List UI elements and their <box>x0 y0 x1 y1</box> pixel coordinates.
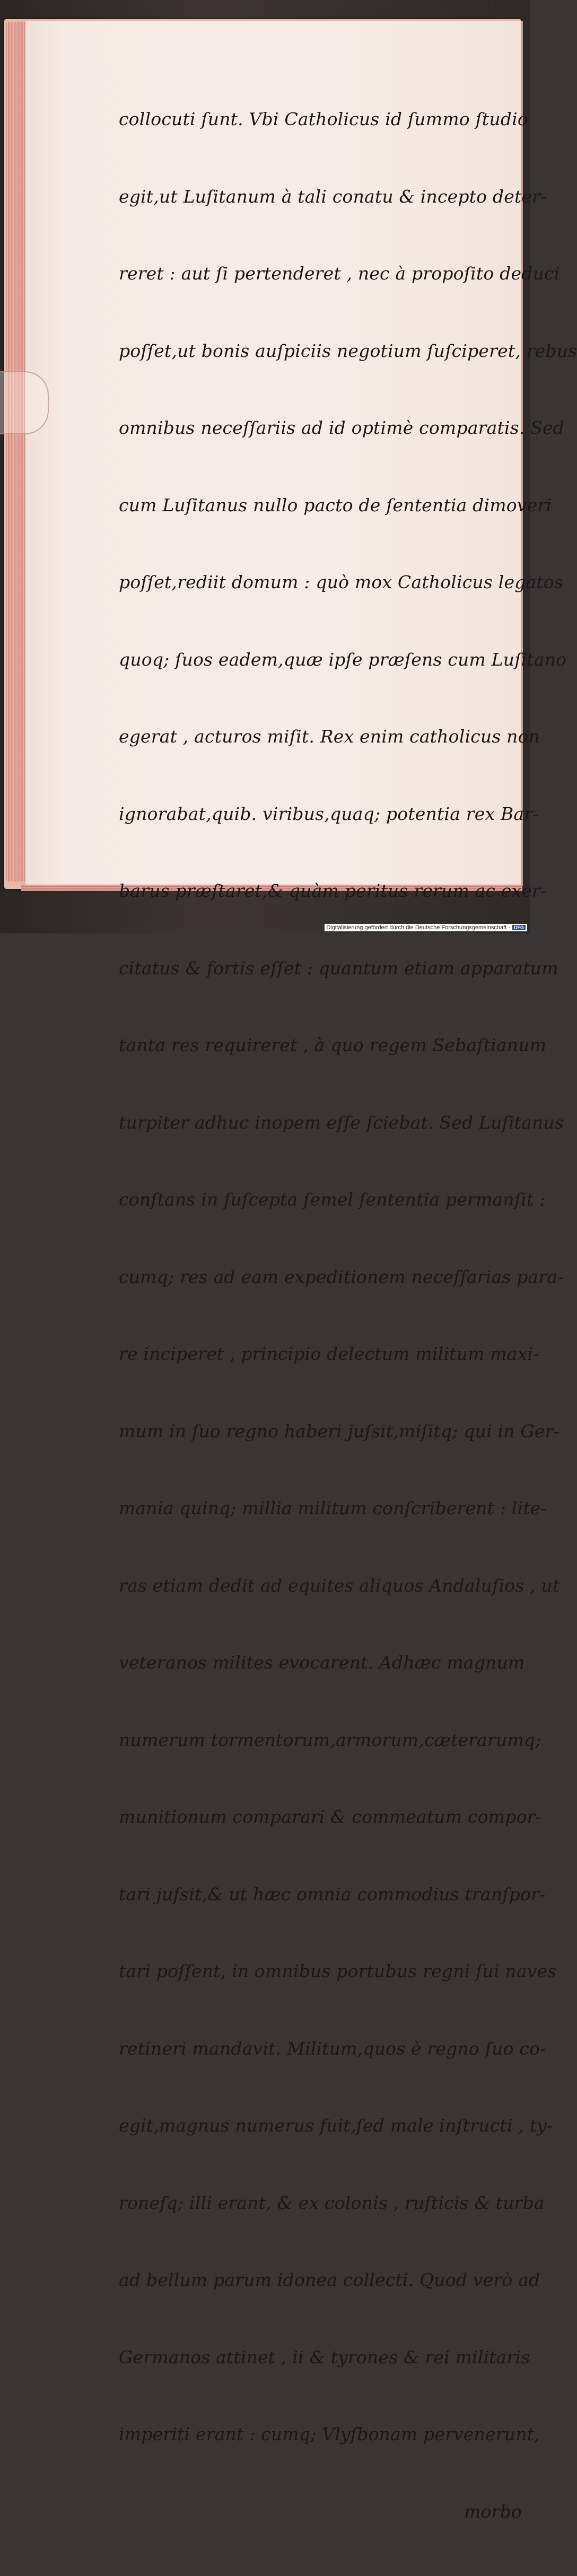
text-line: quoq; ſuos eadem,quæ ipſe præſens cum Luſitano <box>119 649 567 670</box>
text-line: ad bellum parum idonea collecti. Quod verò ad <box>119 2269 540 2290</box>
text-line: egit,ut Luſitanum à tali conatu & incepto deter- <box>119 186 547 207</box>
text-line: veteranos milites evocarent. Adhæc magnum <box>119 1652 525 1673</box>
text-line: omnibus neceſſariis ad id optimè comparatis. Sed <box>119 417 565 438</box>
text-line: citatus & fortis eſſet : quantum etiam apparatum <box>119 957 558 979</box>
text-line: numerum tormentorum,armorum,cæterarumq; <box>119 1729 541 1750</box>
text-line: retineri mandavit. Militum,quos è regno ſuo co- <box>119 2038 546 2059</box>
text-line: re inciperet , principio delectum militum maxi- <box>119 1343 539 1364</box>
text-line: barus præſtaret,& quàm peritus rerum ac exer- <box>119 880 547 901</box>
text-line: egit,magnus numerus fuit,ſed male inſtructi , ty- <box>119 2115 553 2136</box>
credit-text: Digitalisierung gefördert durch die Deutsche Forschungsgemeinschaft - <box>326 924 510 931</box>
text-line: poſſet,ut bonis auſpiciis negotium ſuſciperet, rebus <box>119 340 577 361</box>
text-line: Germanos attinet , ii & tyrones & rei militaris <box>119 2346 530 2368</box>
text-line: roneſq; illi erant, & ex colonis , ruſticis & turba <box>119 2192 545 2213</box>
text-line: tari juſsit,& ut hæc omnia commodius tranſpor- <box>119 1883 546 1905</box>
bookmark-clip <box>0 371 49 434</box>
text-line: ignorabat,quib. viribus,quaq; potentia rex Bar- <box>119 803 539 824</box>
text-line: reret : aut ſi pertenderet , nec à propoſito deduci <box>119 263 560 284</box>
catchword: morbo <box>464 2501 522 2522</box>
dfg-logo: DFG <box>512 925 526 930</box>
body-text <box>119 55 577 2576</box>
text-line: mum in ſuo regno haberi juſsit,miſitq; qui in Ger- <box>119 1420 559 1442</box>
text-line: egerat , acturos miſit. Rex enim catholicus non <box>119 726 540 747</box>
text-line: munitionum comparari & commeatum compor- <box>119 1806 541 1827</box>
text-line: ras etiam dedit ad equites aliquos Andaluſios , ut <box>119 1575 560 1596</box>
text-line: mania quinq; millia militum conſcriberent : lite- <box>119 1498 547 1518</box>
text-line: tanta res requireret , à quo regem Sebaſtianum <box>119 1035 547 1055</box>
text-line: cum Luſitanus nullo pacto de ſententia dimoveri <box>119 494 552 516</box>
text-line: tari poſſent, in omnibus portubus regni ſui naves <box>119 1961 557 1981</box>
text-line: collocuti ſunt. Vbi Catholicus id ſummo ſtudio <box>119 109 528 129</box>
text-line: turpiter adhuc inopem eſſe ſciebat. Sed Luſitanus <box>119 1112 564 1133</box>
text-line: imperiti erant : cumq; Vlyſbonam pervenerunt, <box>119 2424 540 2444</box>
text-line: poſſet,rediit domum : quò mox Catholicus legatos <box>119 572 564 592</box>
text-line: cumq; res ad eam expeditionem neceſſarias para- <box>119 1266 564 1287</box>
digitization-credit <box>325 924 527 931</box>
text-line: conſtans in ſuſcepta ſemel ſententia permanſit : <box>119 1189 546 1210</box>
